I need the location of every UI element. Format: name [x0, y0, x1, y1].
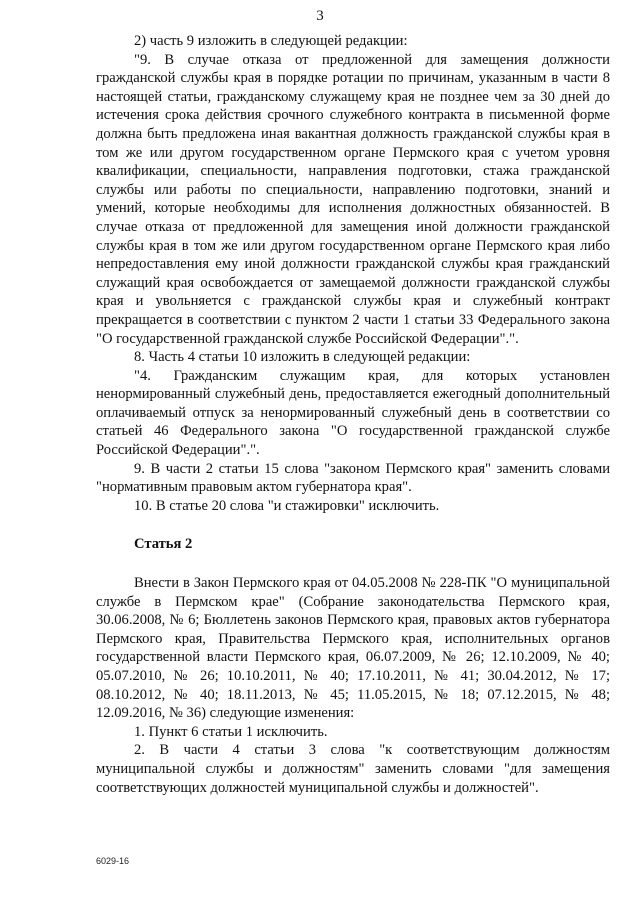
paragraph-part-9-intro: 2) часть 9 изложить в следующей редакции:	[134, 33, 408, 49]
article-2-item-1: 1. Пункт 6 статьи 1 исключить.	[134, 723, 328, 740]
article-2-intro: Внести в Закон Пермского края от 04.05.2008 № 228-ПК "О муниципальной службе в Пермском крае" (Собрание законодательства Пермского края, 30.06.2008, № 6; Бюллетень законов Пермского края, правовых актов губернатора Пермского края, Правительства Пермского края, исполнительных органов государственной власти Пермского края, 06.07.2009, № 26; 12.10.2009, № 40; 05.07.2010, № 26; 10.10.2011, № 40; 17.10.2011, № 41; 30.04.2012, № 17; 08.10.2012, № 40; 18.11.2013, № 45; 11.05.2015, № 18; 07.12.2015, № 48; 12.09.2016, № 36) следующие изменения:	[96, 575, 610, 722]
paragraph-item-8-intro: 8. Часть 4 статьи 10 изложить в следующей редакции:	[134, 349, 471, 366]
document-body	[96, 32, 610, 797]
paragraph-part-9-text: "9. В случае отказа от предложенной для замещения должности гражданской службы края в порядке ротации по причинам, указанным в части 8 настоящей статьи, гражданскому служащему края не позднее чем за 30 дней до истечения срока действия срочного служебного контракта в письменной форме должна быть предложена иная вакантная должность гражданской службы края в том же или другом государственном органе Пермского края с учетом уровня квалификации, специальности, направления подготовки, стажа гражданской службы или работы по специальности, направлению подготовки, знаний и умений, которые необходимы для исполнения должностных обязанностей. В случае отказа от предложенной для замещения иной должности гражданской службы края в том же или другом государственном органе Пермского края либо непредоставления ему иной должности гражданской службы края гражданский служащий края освобождается от замещаемой должности гражданской службы края и увольняется с гражданской службы края и служебный контракт прекращается в соответствии с пунктом 2 части 1 статьи 33 Федерального закона "О государственной гражданской службе Российской Федерации".".	[96, 51, 610, 347]
footer-document-code: 6029-16	[96, 856, 130, 866]
paragraph-item-8-text: "4. Гражданским служащим края, для которых установлен ненормированный служебный день, предоставляется ежегодный дополнительный оплачиваемый отпуск за ненормированный служебный день в соответствии со статьей 46 Федерального закона "О государственной гражданской службе Российской Федерации".".	[96, 367, 610, 459]
page-number: 3	[316, 8, 324, 24]
paragraph-item-10: 10. В статье 20 слова "и стажировки" исключить.	[134, 497, 440, 514]
article-2-heading: Статья 2	[134, 536, 193, 553]
paragraph-item-9: 9. В части 2 статьи 15 слова "законом Пермского края" заменить словами "нормативным правовым актом губернатора края".	[96, 460, 610, 496]
article-2-item-2: 2. В части 4 статьи 3 слова "к соответствующим должностям муниципальной службы и должностям" заменить словами "для замещения соответствующих должностей муниципальной службы и должностей".	[96, 742, 610, 796]
